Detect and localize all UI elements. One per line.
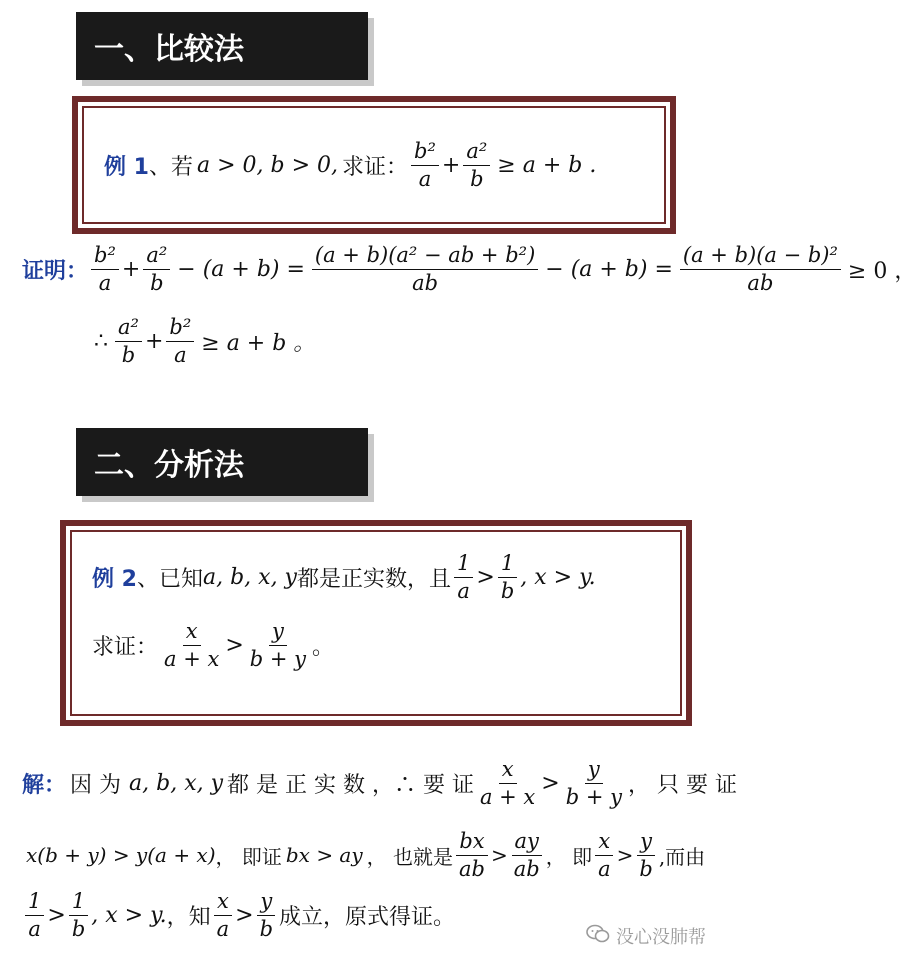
fraction: $\frac{\text{(a + b)(a − b)²}}{ab}$	[680, 243, 841, 294]
example-1-prove: 求证：	[342, 154, 409, 180]
fraction: $\frac{\text{b²}}{a}$	[411, 139, 439, 190]
fraction: $\frac{x}{a + x}$	[164, 619, 220, 671]
greater-than: >	[47, 902, 66, 928]
greater-than: >	[490, 843, 508, 867]
fraction: $\frac{y}{b}$	[636, 829, 655, 880]
watermark-text: 没心没肺帮	[616, 927, 706, 948]
solution-line-1	[22, 754, 737, 812]
fraction: $\frac{x}{a}$	[214, 889, 233, 940]
greater-than: >	[616, 843, 634, 867]
example-2-end: 。	[312, 634, 335, 660]
example-2-mid: 都是正实数，且	[296, 566, 451, 592]
solution-text: ， 只 要 证	[627, 772, 737, 798]
watermark	[586, 923, 706, 949]
fraction: $\frac{y}{b + y}$	[249, 619, 307, 671]
example-1-tail: ≥ a + b .	[497, 152, 597, 178]
fraction: $\frac{y}{b + y}$	[565, 757, 622, 809]
proof-end: ≥ 0 ，	[847, 258, 917, 284]
proof-label: 证明：	[22, 258, 89, 284]
fraction: $\frac{\text{b²}}{a}$	[91, 243, 119, 294]
solution-vars: a, b, x, y	[129, 770, 224, 796]
example-2-prefix: 、已知	[136, 566, 203, 592]
proof-minus: − (a + b) =	[545, 256, 673, 282]
greater-than: >	[235, 902, 254, 928]
solution-text: 成立，原式得证。	[279, 904, 456, 930]
fraction: $\frac{\text{a²}}{b}$	[143, 243, 170, 294]
solution-text: 都 是 正 实 数 ，∴ 要 证	[227, 772, 474, 798]
section-title-2: 二、分析法	[94, 448, 244, 483]
solution-text: ，知	[166, 904, 211, 930]
example-2-prove-label: 求证：	[92, 634, 159, 660]
example-1-prefix: 、若	[148, 154, 193, 180]
greater-than: >	[476, 564, 495, 590]
example-1-statement	[104, 130, 600, 200]
example-1-label: 例 1	[104, 154, 149, 180]
fraction: $\frac{\text{a²}}{b}$	[115, 315, 142, 366]
solution-text: ,而由	[658, 844, 706, 869]
example-2-label: 例 2	[92, 566, 137, 592]
fraction: $\frac{\text{b²}}{a}$	[166, 315, 194, 366]
therefore-symbol: ∴	[94, 328, 108, 354]
proof-1-line-2	[90, 312, 319, 370]
section-title-1: 一、比较法	[94, 32, 244, 67]
solution-text: ， 也就是	[366, 844, 454, 869]
solution-text: ， 即证	[215, 844, 282, 869]
solution-math: x(b + y) > y(a + x)	[26, 843, 216, 867]
solution-text: ， 即	[545, 844, 593, 869]
proof-minus: − (a + b) =	[177, 256, 305, 282]
plus-sign: +	[441, 152, 461, 178]
solution-label: 解：	[22, 772, 67, 798]
example-2-tail: , x > y.	[520, 564, 596, 590]
fraction: $\frac{ay}{ab}$	[511, 829, 543, 880]
fraction: $\frac{y}{b}$	[257, 889, 276, 940]
fraction: $\frac{x}{a}$	[595, 829, 614, 880]
fraction: $\frac{\text{a²}}{b}$	[463, 139, 490, 190]
greater-than: >	[225, 632, 244, 658]
greater-than: >	[541, 770, 560, 796]
solution-line-3	[22, 886, 455, 944]
solution-text: 因 为	[70, 772, 122, 798]
fraction: $\frac{x}{a + x}$	[479, 757, 536, 809]
section-heading-2	[76, 428, 368, 496]
fraction: $\frac{1}{a}$	[25, 889, 44, 940]
example-2-statement	[92, 546, 596, 608]
fraction: $\frac{1}{a}$	[454, 551, 473, 602]
solution-line-2	[26, 826, 705, 884]
fraction: $\frac{1}{b}$	[69, 889, 88, 940]
solution-math: bx > ay	[285, 843, 363, 867]
proof-1-line-1	[22, 240, 920, 298]
fraction: $\frac{\text{(a + b)(a² − ab + b²)}}{ab}$	[312, 243, 538, 294]
example-1-condition: a > 0, b > 0,	[196, 152, 338, 178]
example-2-prove	[92, 614, 334, 676]
section-heading-1	[76, 12, 368, 80]
example-2-vars: a, b, x, y	[202, 564, 297, 590]
proof-conclusion: ≥ a + b 。	[201, 330, 316, 356]
plus-sign: +	[121, 256, 141, 282]
fraction: $\frac{bx}{ab}$	[456, 829, 488, 880]
plus-sign: +	[144, 328, 164, 354]
wechat-icon	[586, 924, 610, 949]
fraction: $\frac{1}{b}$	[498, 551, 517, 602]
solution-math: , x > y.	[91, 902, 167, 928]
